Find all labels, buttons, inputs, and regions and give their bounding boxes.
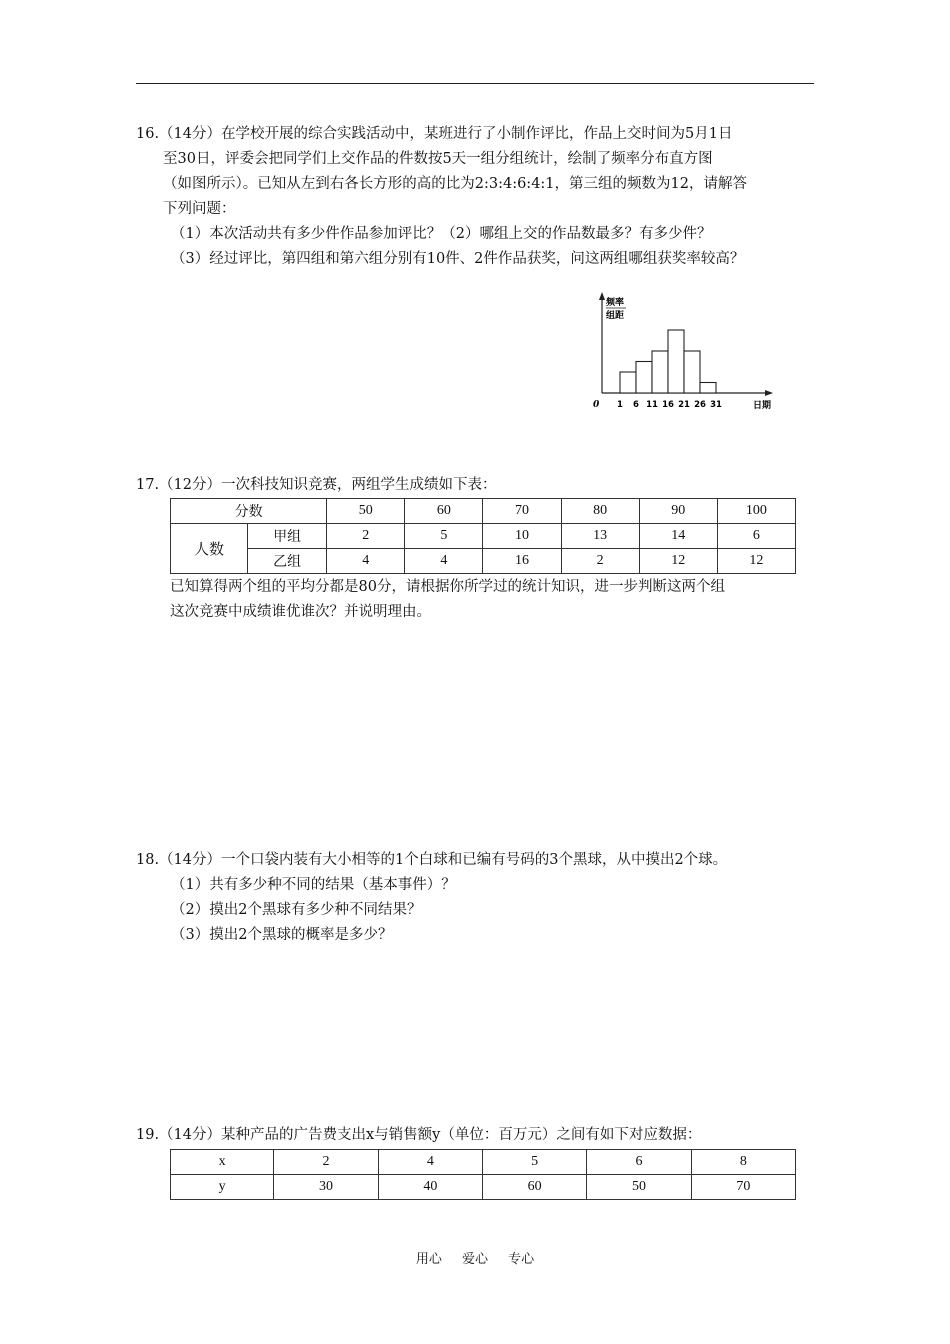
count-label: 人数	[171, 524, 248, 574]
q17-followup	[170, 575, 725, 625]
x-value-cell: 4	[378, 1150, 482, 1175]
footer-word: 用心	[415, 1252, 442, 1267]
y-label-cell: y	[171, 1175, 274, 1200]
score-header: 分数	[171, 499, 327, 524]
x-value-cell: 8	[691, 1150, 795, 1175]
x-tick-label: 1	[617, 400, 623, 410]
count-cell: 12	[717, 549, 795, 574]
x-tick-label: 31	[710, 400, 722, 410]
x-label-cell: x	[171, 1150, 274, 1175]
q18-intro: 18.（14分）一个口袋内装有大小相等的1个白球和已编有号码的3个黑球，从中摸出2个球。	[136, 852, 728, 868]
frequency-histogram	[585, 288, 780, 418]
count-cell: 14	[639, 524, 717, 549]
count-cell: 16	[483, 549, 561, 574]
count-cell: 2	[561, 549, 639, 574]
q18-sub3: （3）摸出2个黑球的概率是多少？	[171, 927, 393, 943]
q16-line2: 至30日，评委会把同学们上交作品的件数按5天一组分组统计，绘制了频率分布直方图	[163, 151, 713, 167]
q17-intro: 17.（12分）一次科技知识竞赛，两组学生成绩如下表：	[136, 477, 497, 493]
q16-line4: 下列问题：	[163, 201, 236, 217]
y-value-cell: 50	[587, 1175, 691, 1200]
count-cell: 12	[639, 549, 717, 574]
table-row	[171, 499, 796, 524]
count-cell: 6	[717, 524, 795, 549]
q18-sub1: （1）共有多少种不同的结果（基本事件）？	[171, 877, 456, 893]
score-cell: 90	[639, 499, 717, 524]
q16-sub2: （3）经过评比，第四组和第六组分别有10件、2件作品获奖，问这两组哪组获奖率较高？	[171, 251, 745, 267]
question-16	[136, 122, 747, 272]
count-cell: 4	[405, 549, 483, 574]
score-cell: 100	[717, 499, 795, 524]
table-row	[171, 1175, 796, 1200]
x-tick-label: 11	[646, 400, 658, 410]
count-cell: 10	[483, 524, 561, 549]
y-label-top: 频率	[606, 298, 625, 308]
footer-word: 爱心	[461, 1252, 488, 1267]
count-cell: 2	[327, 524, 405, 549]
score-cell: 50	[327, 499, 405, 524]
q19-intro: 19.（14分）某种产品的广告费支出x与销售额y（单位：百万元）之间有如下对应数据：	[136, 1127, 702, 1143]
histogram-bar	[620, 372, 636, 393]
q18-sub2: （2）摸出2个黑球有多少种不同结果？	[171, 902, 422, 918]
count-cell: 13	[561, 524, 639, 549]
y-value-cell: 70	[691, 1175, 795, 1200]
x-tick-label: 16	[662, 400, 674, 410]
q17-after-line1: 已知算得两个组的平均分都是80分，请根据你所学过的统计知识，进一步判断这两个组	[170, 579, 725, 595]
x-tick-label: 21	[678, 400, 690, 410]
q17-score-table	[170, 498, 796, 574]
q16-line3: （如图所示）。已知从左到右各长方形的高的比为2:3:4:6:4:1，第三组的频数为12，请解答	[163, 176, 747, 192]
q16-sub1: （1）本次活动共有多少件作品参加评比？（2）哪组上交的作品数最多？有多少件？	[171, 226, 712, 242]
count-cell: 4	[327, 549, 405, 574]
table-row	[171, 549, 796, 574]
y-value-cell: 40	[378, 1175, 482, 1200]
x-tick-label: 26	[694, 400, 706, 410]
x-axis-label: 日期	[753, 401, 772, 411]
histogram-bar	[668, 330, 684, 393]
question-18	[136, 848, 727, 948]
histogram-bar	[684, 351, 700, 393]
q16-line1: 16.（14分）在学校开展的综合实践活动中，某班进行了小制作评比，作品上交时间为5月1日	[136, 126, 733, 142]
table-row	[171, 1150, 796, 1175]
count-cell: 5	[405, 524, 483, 549]
y-value-cell: 30	[274, 1175, 378, 1200]
group-name: 甲组	[248, 524, 327, 549]
y-label-bottom: 组距	[606, 311, 625, 321]
header-rule	[136, 83, 814, 84]
x-tick-label: 6	[633, 400, 639, 410]
histogram-bar	[652, 351, 668, 393]
table-row	[171, 524, 796, 549]
histogram-bar	[636, 362, 652, 394]
q19-data-table	[170, 1149, 796, 1200]
x-value-cell: 2	[274, 1150, 378, 1175]
group-name: 乙组	[248, 549, 327, 574]
score-cell: 70	[483, 499, 561, 524]
y-value-cell: 60	[482, 1175, 586, 1200]
score-cell: 80	[561, 499, 639, 524]
footer-word: 专心	[508, 1252, 535, 1267]
y-axis-arrow	[599, 292, 605, 300]
page-footer	[0, 1248, 950, 1267]
origin-label: 0	[593, 400, 600, 410]
x-axis-arrow	[765, 390, 773, 396]
q17-after-line2: 这次竞赛中成绩谁优谁次？并说明理由。	[170, 604, 431, 620]
x-value-cell: 6	[587, 1150, 691, 1175]
histogram-bar	[700, 383, 716, 394]
x-value-cell: 5	[482, 1150, 586, 1175]
score-cell: 60	[405, 499, 483, 524]
